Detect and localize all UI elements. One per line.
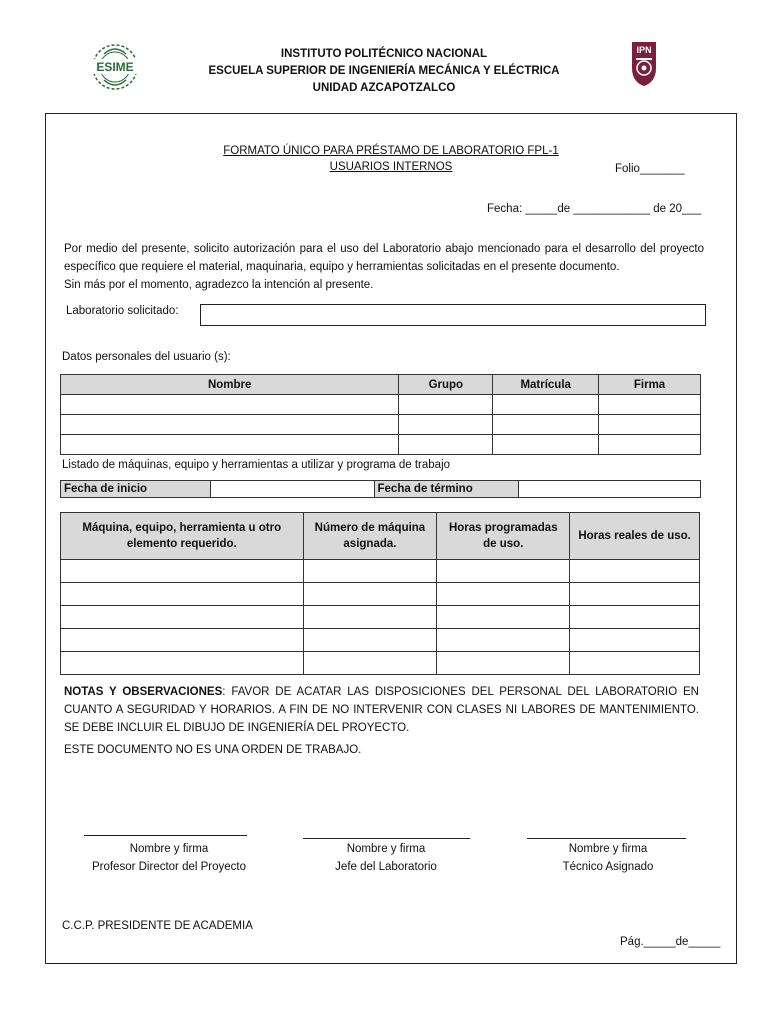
cell[interactable] bbox=[570, 629, 700, 652]
lab-requested-label: Laboratorio solicitado: bbox=[66, 305, 179, 317]
cell[interactable] bbox=[61, 652, 304, 675]
signature-label: Nombre y firma bbox=[129, 843, 209, 855]
table-row bbox=[61, 583, 700, 606]
table-row bbox=[61, 606, 700, 629]
cell[interactable] bbox=[61, 629, 304, 652]
form-title-line-2: USUARIOS INTERNOS bbox=[329, 161, 453, 173]
cell[interactable] bbox=[493, 415, 599, 435]
cell[interactable] bbox=[61, 435, 399, 455]
header-nombre: Nombre bbox=[61, 375, 399, 395]
start-date-input[interactable] bbox=[210, 481, 374, 498]
cell[interactable] bbox=[61, 583, 304, 606]
header-line-3: UNIDAD AZCAPOTZALCO bbox=[312, 82, 456, 94]
header-machine-number: Número de máquina asignada. bbox=[303, 513, 437, 560]
cell[interactable] bbox=[399, 415, 493, 435]
signature-line-lab-head bbox=[303, 838, 470, 839]
header-line-2: ESCUELA SUPERIOR DE INGENIERÍA MECÁNICA Y ELÉCTRICA bbox=[208, 65, 560, 77]
table-row bbox=[61, 629, 700, 652]
cell[interactable] bbox=[437, 583, 570, 606]
cell[interactable] bbox=[570, 583, 700, 606]
signature-role: Jefe del Laboratorio bbox=[335, 861, 437, 873]
signature-line-technician bbox=[527, 838, 686, 839]
end-date-input[interactable] bbox=[519, 481, 701, 498]
notes-text: : FAVOR DE ACATAR LAS DISPOSICIONES DEL PERSONAL DEL LABORATORIO EN CUANTO A SEGURIDAD Y HORARIOS. A FIN DE NO INTERVENIR CON CLASES NI LABORES DE MANTENIMIENTO. SE DEBE INCLUIR EL DIBUJO DE INGENIERÍA DEL PROYECTO. bbox=[64, 686, 699, 734]
signature-label: Nombre y firma bbox=[568, 843, 648, 855]
lab-requested-input[interactable] bbox=[200, 304, 706, 326]
cell[interactable] bbox=[61, 395, 399, 415]
signature-lab-head bbox=[286, 840, 486, 876]
header-grupo: Grupo bbox=[399, 375, 493, 395]
page-number-field[interactable]: Pág._____de_____ bbox=[620, 936, 721, 948]
cell[interactable] bbox=[303, 652, 437, 675]
header-matricula: Matrícula bbox=[493, 375, 599, 395]
cell[interactable] bbox=[399, 435, 493, 455]
table-row bbox=[61, 560, 700, 583]
header-real-hours: Horas reales de uso. bbox=[570, 513, 700, 560]
table-row bbox=[61, 481, 701, 498]
machines-table bbox=[60, 512, 700, 675]
table-row bbox=[61, 395, 701, 415]
start-date-label: Fecha de inicio bbox=[61, 481, 211, 498]
signature-role: Profesor Director del Proyecto bbox=[91, 861, 247, 873]
folio-field[interactable]: Folio_______ bbox=[615, 163, 685, 175]
end-date-label: Fecha de término bbox=[374, 481, 519, 498]
svg-text:IPN: IPN bbox=[636, 45, 652, 55]
header-scheduled-hours: Horas programadas de uso. bbox=[437, 513, 570, 560]
header-machine: Máquina, equipo, herramienta u otro elemento requerido. bbox=[61, 513, 304, 560]
header-line-1: INSTITUTO POLITÉCNICO NACIONAL bbox=[280, 48, 488, 60]
not-work-order-note: ESTE DOCUMENTO NO ES UNA ORDEN DE TRABAJO. bbox=[64, 744, 362, 756]
cell[interactable] bbox=[437, 606, 570, 629]
cell[interactable] bbox=[599, 395, 701, 415]
machines-table-header bbox=[61, 513, 700, 560]
cell[interactable] bbox=[61, 560, 304, 583]
cell[interactable] bbox=[570, 652, 700, 675]
cell[interactable] bbox=[493, 435, 599, 455]
intro-paragraph bbox=[64, 240, 704, 294]
cell[interactable] bbox=[61, 606, 304, 629]
notes-paragraph bbox=[64, 683, 699, 737]
cell[interactable] bbox=[437, 629, 570, 652]
ipn-logo bbox=[626, 38, 662, 88]
table-row bbox=[61, 652, 700, 675]
cell[interactable] bbox=[61, 415, 399, 435]
signature-role: Técnico Asignado bbox=[562, 861, 654, 873]
intro-text-2: Sin más por el momento, agradezco la intención al presente. bbox=[64, 279, 374, 291]
table-row bbox=[61, 435, 701, 455]
cell[interactable] bbox=[599, 435, 701, 455]
signature-technician bbox=[508, 840, 708, 876]
cell[interactable] bbox=[570, 606, 700, 629]
cell[interactable] bbox=[437, 652, 570, 675]
svg-text:ESIME: ESIME bbox=[96, 60, 134, 74]
cell[interactable] bbox=[303, 583, 437, 606]
cell[interactable] bbox=[493, 395, 599, 415]
cell[interactable] bbox=[303, 629, 437, 652]
users-table bbox=[60, 374, 701, 455]
users-table-header bbox=[61, 375, 701, 395]
cell[interactable] bbox=[303, 606, 437, 629]
signature-label: Nombre y firma bbox=[346, 843, 426, 855]
table-row bbox=[61, 415, 701, 435]
signature-line-professor bbox=[84, 835, 247, 836]
user-data-label: Datos personales del usuario (s): bbox=[62, 351, 231, 363]
cell[interactable] bbox=[399, 395, 493, 415]
dates-table bbox=[60, 480, 701, 498]
intro-text-1: Por medio del presente, solicito autorización para el uso del Laboratorio abajo mencionado para el desarrollo del proyecto específico que requiere el material, maquinaria, equipo y herramientas solicitadas en el presente documento. bbox=[64, 243, 704, 273]
date-field[interactable]: Fecha: _____de ____________ de 20___ bbox=[487, 203, 702, 215]
signature-professor bbox=[60, 840, 278, 876]
cell[interactable] bbox=[303, 560, 437, 583]
ccp-note: C.C.P. PRESIDENTE DE ACADEMIA bbox=[62, 920, 253, 932]
cell[interactable] bbox=[599, 415, 701, 435]
header-firma: Firma bbox=[599, 375, 701, 395]
notes-label: NOTAS Y OBSERVACIONES bbox=[64, 686, 223, 698]
equipment-list-label: Listado de máquinas, equipo y herramientas a utilizar y programa de trabajo bbox=[62, 459, 451, 471]
form-title-line-1: FORMATO ÚNICO PARA PRÉSTAMO DE LABORATORIO FPL-1 bbox=[223, 145, 559, 157]
cell[interactable] bbox=[437, 560, 570, 583]
cell[interactable] bbox=[570, 560, 700, 583]
